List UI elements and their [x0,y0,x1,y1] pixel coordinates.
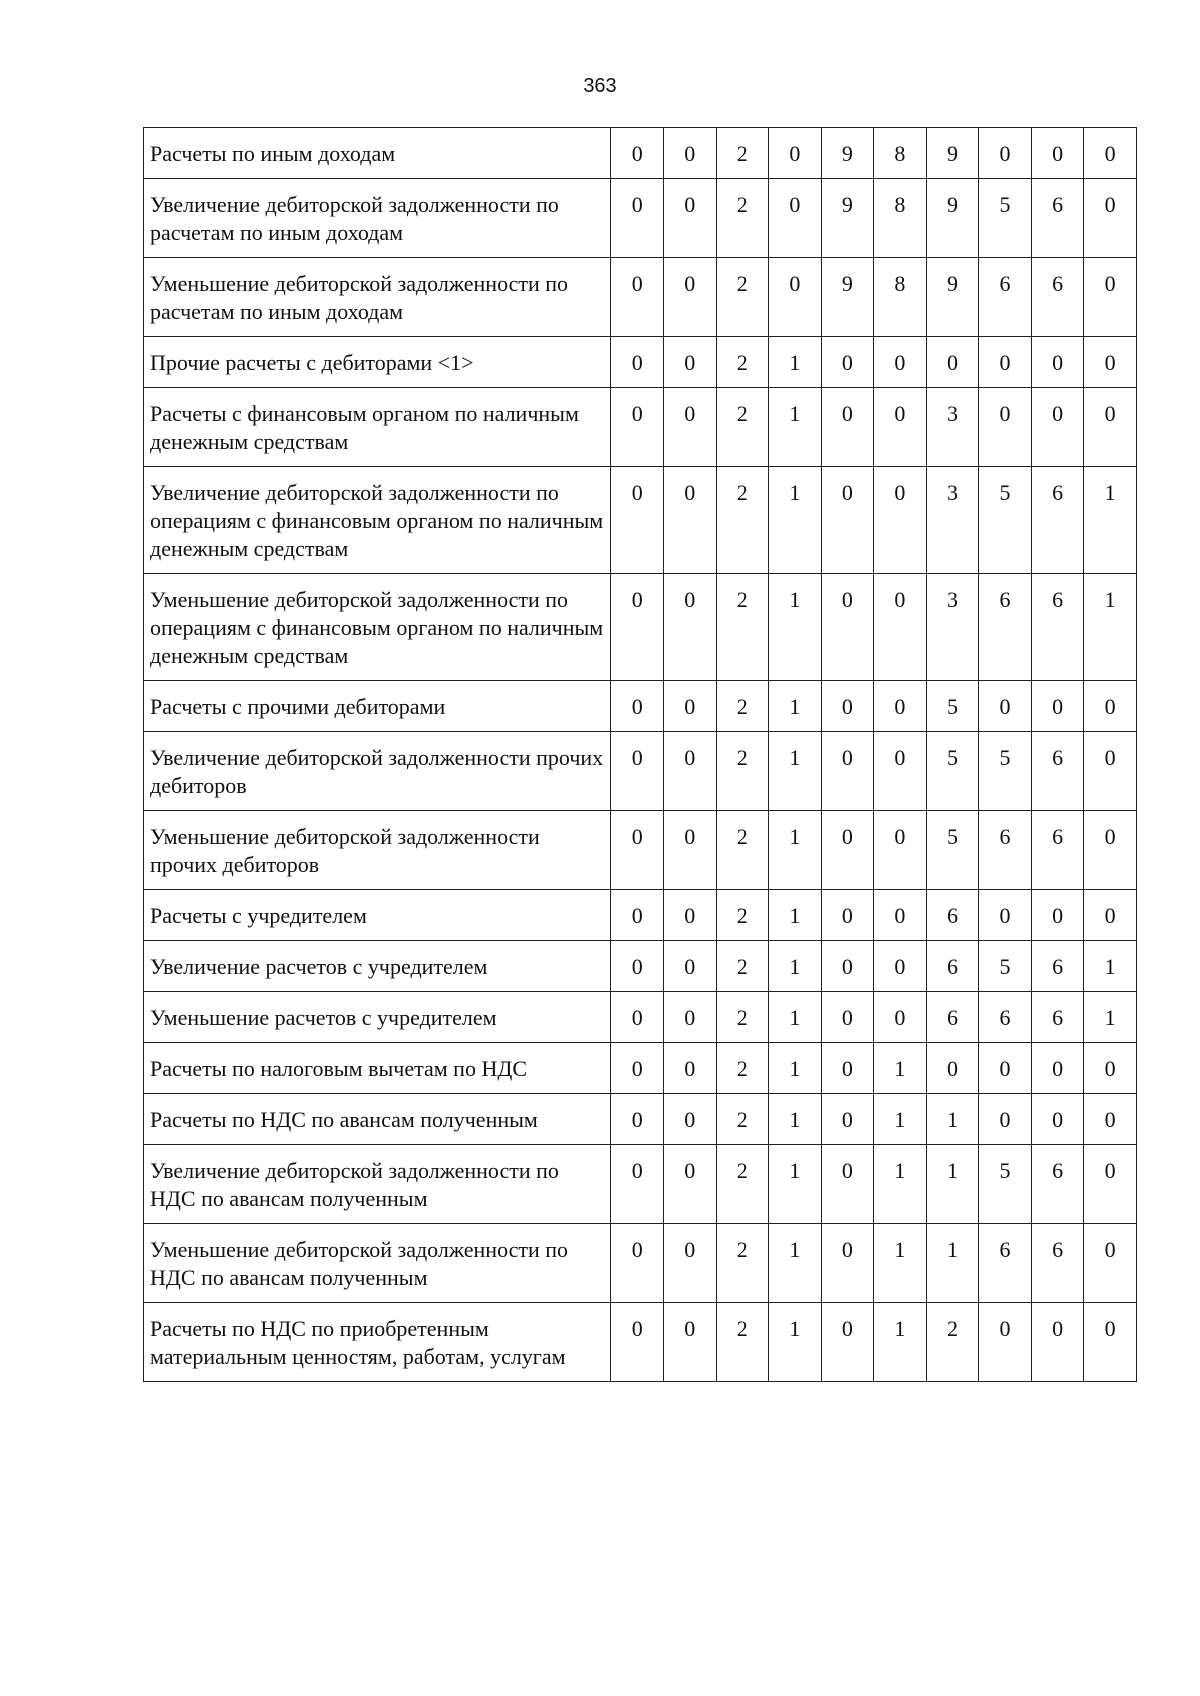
account-code-digit-cell: 2 [716,941,769,992]
account-code-digit-cell: 0 [1084,258,1137,337]
account-code-digit-cell: 6 [979,811,1032,890]
account-code-digit-cell: 0 [821,811,874,890]
account-code-digit-cell: 6 [1031,811,1084,890]
account-code-digit-cell: 1 [769,890,822,941]
account-code-digit-cell: 6 [979,1224,1032,1303]
account-code-digit-cell: 0 [1084,1094,1137,1145]
account-code-digit-cell: 0 [663,1145,716,1224]
table-row [144,1224,1137,1303]
account-code-digit-cell: 0 [979,128,1032,179]
account-code-digit-cell: 3 [926,388,979,467]
account-code-digit-cell: 1 [769,992,822,1043]
account-code-digit-cell: 0 [1084,1303,1137,1382]
account-code-digit-cell: 0 [663,337,716,388]
account-code-digit-cell: 1 [874,1094,927,1145]
account-code-digit-cell: 6 [979,992,1032,1043]
account-code-digit-cell: 0 [874,388,927,467]
account-code-digit-cell: 0 [663,1224,716,1303]
account-code-digit-cell: 0 [874,811,927,890]
account-code-digit-cell: 0 [611,681,664,732]
account-code-digit-cell: 1 [926,1224,979,1303]
table-row [144,574,1137,681]
account-name-cell: Увеличение дебиторской задолженности по операциям с финансовым органом по наличным денежным средствам [144,467,611,574]
account-code-digit-cell: 1 [769,1043,822,1094]
table-row [144,179,1137,258]
account-name-cell: Уменьшение дебиторской задолженности по расчетам по иным доходам [144,258,611,337]
account-code-digit-cell: 0 [663,467,716,574]
account-code-digit-cell: 0 [611,179,664,258]
account-code-digit-cell: 9 [926,179,979,258]
account-code-digit-cell: 0 [1084,1043,1137,1094]
account-code-digit-cell: 0 [611,1094,664,1145]
account-code-digit-cell: 0 [926,337,979,388]
account-code-digit-cell: 0 [1031,337,1084,388]
account-code-digit-cell: 3 [926,574,979,681]
account-code-digit-cell: 0 [874,732,927,811]
account-code-digit-cell: 8 [874,258,927,337]
account-code-digit-cell: 0 [1031,681,1084,732]
account-code-digit-cell: 2 [716,681,769,732]
account-code-digit-cell: 0 [821,1303,874,1382]
account-code-digit-cell: 2 [716,1145,769,1224]
account-code-digit-cell: 5 [926,681,979,732]
account-code-digit-cell: 0 [1084,811,1137,890]
account-name-cell: Расчеты по НДС по авансам полученным [144,1094,611,1145]
account-code-digit-cell: 5 [979,1145,1032,1224]
account-code-digit-cell: 0 [821,890,874,941]
account-code-digit-cell: 2 [926,1303,979,1382]
account-code-digit-cell: 1 [874,1043,927,1094]
account-code-digit-cell: 5 [926,811,979,890]
table-row [144,941,1137,992]
table-row [144,1303,1137,1382]
account-code-digit-cell: 1 [1084,467,1137,574]
account-code-digit-cell: 0 [821,941,874,992]
account-code-digit-cell: 1 [1084,941,1137,992]
account-code-digit-cell: 0 [611,337,664,388]
account-code-digit-cell: 0 [611,1145,664,1224]
account-code-digit-cell: 2 [716,128,769,179]
table-row [144,128,1137,179]
account-name-cell: Расчеты по налоговым вычетам по НДС [144,1043,611,1094]
table-row [144,992,1137,1043]
table-row [144,467,1137,574]
account-code-digit-cell: 2 [716,1303,769,1382]
table-row [144,681,1137,732]
table-row [144,732,1137,811]
account-code-digit-cell: 1 [769,467,822,574]
account-code-digit-cell: 2 [716,574,769,681]
account-code-digit-cell: 0 [1084,179,1137,258]
account-code-digit-cell: 0 [769,258,822,337]
account-code-digit-cell: 0 [611,388,664,467]
account-code-digit-cell: 0 [611,992,664,1043]
account-name-cell: Увеличение дебиторской задолженности прочих дебиторов [144,732,611,811]
account-code-digit-cell: 6 [979,258,1032,337]
account-code-digit-cell: 6 [926,941,979,992]
account-code-digit-cell: 6 [1031,732,1084,811]
account-code-digit-cell: 0 [663,890,716,941]
account-name-cell: Расчеты с финансовым органом по наличным денежным средствам [144,388,611,467]
account-code-digit-cell: 9 [926,258,979,337]
account-code-digit-cell: 2 [716,258,769,337]
account-code-digit-cell: 0 [821,1224,874,1303]
table-row [144,1094,1137,1145]
account-code-digit-cell: 0 [769,179,822,258]
page-number: 363 [583,75,617,97]
account-code-digit-cell: 0 [874,337,927,388]
account-name-cell: Расчеты с прочими дебиторами [144,681,611,732]
account-code-digit-cell: 0 [769,128,822,179]
account-code-digit-cell: 0 [1084,732,1137,811]
account-code-digit-cell: 6 [979,574,1032,681]
account-code-digit-cell: 0 [979,1303,1032,1382]
account-code-digit-cell: 2 [716,811,769,890]
account-code-digit-cell: 0 [611,890,664,941]
account-code-digit-cell: 1 [769,1094,822,1145]
account-code-digit-cell: 6 [1031,258,1084,337]
account-code-digit-cell: 6 [1031,941,1084,992]
account-code-digit-cell: 2 [716,1224,769,1303]
account-code-digit-cell: 0 [821,732,874,811]
account-code-digit-cell: 0 [874,467,927,574]
account-code-digit-cell: 0 [663,179,716,258]
account-name-cell: Расчеты с учредителем [144,890,611,941]
account-code-digit-cell: 0 [1031,1303,1084,1382]
account-code-digit-cell: 0 [1084,388,1137,467]
account-code-digit-cell: 6 [1031,574,1084,681]
account-code-digit-cell: 3 [926,467,979,574]
account-code-digit-cell: 0 [821,1145,874,1224]
account-code-digit-cell: 0 [874,890,927,941]
table-row [144,1043,1137,1094]
account-code-digit-cell: 1 [769,388,822,467]
account-code-digit-cell: 2 [716,732,769,811]
account-code-digit-cell: 0 [611,574,664,681]
account-code-digit-cell: 0 [979,890,1032,941]
account-code-digit-cell: 0 [1084,1145,1137,1224]
account-code-digit-cell: 1 [769,681,822,732]
account-code-digit-cell: 2 [716,337,769,388]
account-code-digit-cell: 5 [979,467,1032,574]
account-code-digit-cell: 0 [979,388,1032,467]
account-code-digit-cell: 0 [611,1224,664,1303]
account-code-digit-cell: 0 [821,388,874,467]
account-name-cell: Увеличение расчетов с учредителем [144,941,611,992]
account-name-cell: Расчеты по иным доходам [144,128,611,179]
account-code-digit-cell: 0 [821,1094,874,1145]
account-code-digit-cell: 8 [874,179,927,258]
account-code-digit-cell: 0 [611,941,664,992]
account-code-digit-cell: 0 [821,337,874,388]
account-code-digit-cell: 5 [979,179,1032,258]
account-code-digit-cell: 0 [874,941,927,992]
account-code-digit-cell: 0 [821,467,874,574]
account-code-digit-cell: 0 [611,128,664,179]
account-code-digit-cell: 0 [1084,128,1137,179]
account-code-digit-cell: 1 [769,574,822,681]
account-code-digit-cell: 0 [611,811,664,890]
account-code-digit-cell: 1 [769,941,822,992]
account-code-digit-cell: 2 [716,388,769,467]
account-code-digit-cell: 2 [716,890,769,941]
account-code-digit-cell: 0 [1031,890,1084,941]
account-code-digit-cell: 0 [979,1094,1032,1145]
account-name-cell: Уменьшение дебиторской задолженности по НДС по авансам полученным [144,1224,611,1303]
account-code-digit-cell: 1 [874,1303,927,1382]
account-code-digit-cell: 1 [769,1303,822,1382]
account-name-cell: Уменьшение дебиторской задолженности по операциям с финансовым органом по наличным денежным средствам [144,574,611,681]
account-code-digit-cell: 0 [1031,1094,1084,1145]
account-code-digit-cell: 2 [716,992,769,1043]
account-code-digit-cell: 0 [979,681,1032,732]
account-code-digit-cell: 0 [611,1043,664,1094]
account-name-cell: Расчеты по НДС по приобретенным материальным ценностям, работам, услугам [144,1303,611,1382]
account-code-digit-cell: 0 [663,732,716,811]
account-code-digit-cell: 0 [926,1043,979,1094]
account-code-digit-cell: 0 [663,811,716,890]
accounts-table [143,127,1137,1382]
account-code-digit-cell: 9 [821,179,874,258]
account-code-digit-cell: 5 [979,732,1032,811]
table-row [144,258,1137,337]
account-code-digit-cell: 1 [769,337,822,388]
account-code-digit-cell: 0 [663,1043,716,1094]
account-code-digit-cell: 0 [1084,337,1137,388]
account-code-digit-cell: 0 [821,1043,874,1094]
table-row [144,1145,1137,1224]
account-code-digit-cell: 0 [663,128,716,179]
account-code-digit-cell: 2 [716,179,769,258]
account-code-digit-cell: 1 [769,1224,822,1303]
table-row [144,337,1137,388]
account-code-digit-cell: 0 [821,992,874,1043]
account-code-digit-cell: 1 [1084,574,1137,681]
account-code-digit-cell: 6 [1031,992,1084,1043]
account-code-digit-cell: 0 [663,1303,716,1382]
account-code-digit-cell: 0 [611,1303,664,1382]
account-code-digit-cell: 0 [979,1043,1032,1094]
account-code-digit-cell: 0 [979,337,1032,388]
account-code-digit-cell: 6 [926,992,979,1043]
account-code-digit-cell: 0 [874,681,927,732]
account-code-digit-cell: 6 [1031,179,1084,258]
account-code-digit-cell: 2 [716,467,769,574]
account-code-digit-cell: 1 [1084,992,1137,1043]
account-code-digit-cell: 0 [1084,681,1137,732]
account-code-digit-cell: 2 [716,1043,769,1094]
account-code-digit-cell: 0 [874,992,927,1043]
account-code-digit-cell: 0 [663,258,716,337]
account-code-digit-cell: 0 [611,467,664,574]
account-code-digit-cell: 0 [663,992,716,1043]
account-code-digit-cell: 1 [874,1224,927,1303]
account-code-digit-cell: 1 [926,1145,979,1224]
account-code-digit-cell: 0 [1084,890,1137,941]
account-code-digit-cell: 1 [769,811,822,890]
account-code-digit-cell: 2 [716,1094,769,1145]
account-code-digit-cell: 0 [1084,1224,1137,1303]
account-name-cell: Увеличение дебиторской задолженности по расчетам по иным доходам [144,179,611,258]
account-code-digit-cell: 5 [926,732,979,811]
account-code-digit-cell: 1 [769,1145,822,1224]
account-code-digit-cell: 8 [874,128,927,179]
account-code-digit-cell: 6 [1031,1224,1084,1303]
account-name-cell: Уменьшение дебиторской задолженности прочих дебиторов [144,811,611,890]
accounts-table-body [144,128,1137,1382]
account-name-cell: Прочие расчеты с дебиторами <1> [144,337,611,388]
account-code-digit-cell: 0 [663,388,716,467]
account-code-digit-cell: 1 [874,1145,927,1224]
account-code-digit-cell: 6 [1031,1145,1084,1224]
account-code-digit-cell: 0 [1031,388,1084,467]
table-row [144,811,1137,890]
account-code-digit-cell: 9 [821,258,874,337]
account-code-digit-cell: 0 [663,574,716,681]
account-code-digit-cell: 9 [821,128,874,179]
account-code-digit-cell: 0 [663,941,716,992]
table-row [144,890,1137,941]
account-code-digit-cell: 0 [821,574,874,681]
account-name-cell: Увеличение дебиторской задолженности по НДС по авансам полученным [144,1145,611,1224]
account-code-digit-cell: 0 [663,681,716,732]
account-code-digit-cell: 0 [1031,1043,1084,1094]
account-code-digit-cell: 1 [769,732,822,811]
account-name-cell: Уменьшение расчетов с учредителем [144,992,611,1043]
account-code-digit-cell: 0 [663,1094,716,1145]
account-code-digit-cell: 0 [874,574,927,681]
account-code-digit-cell: 6 [1031,467,1084,574]
table-row [144,388,1137,467]
account-code-digit-cell: 6 [926,890,979,941]
account-code-digit-cell: 0 [1031,128,1084,179]
account-code-digit-cell: 9 [926,128,979,179]
account-code-digit-cell: 5 [979,941,1032,992]
account-code-digit-cell: 0 [821,681,874,732]
account-code-digit-cell: 0 [611,258,664,337]
account-code-digit-cell: 0 [611,732,664,811]
account-code-digit-cell: 1 [926,1094,979,1145]
